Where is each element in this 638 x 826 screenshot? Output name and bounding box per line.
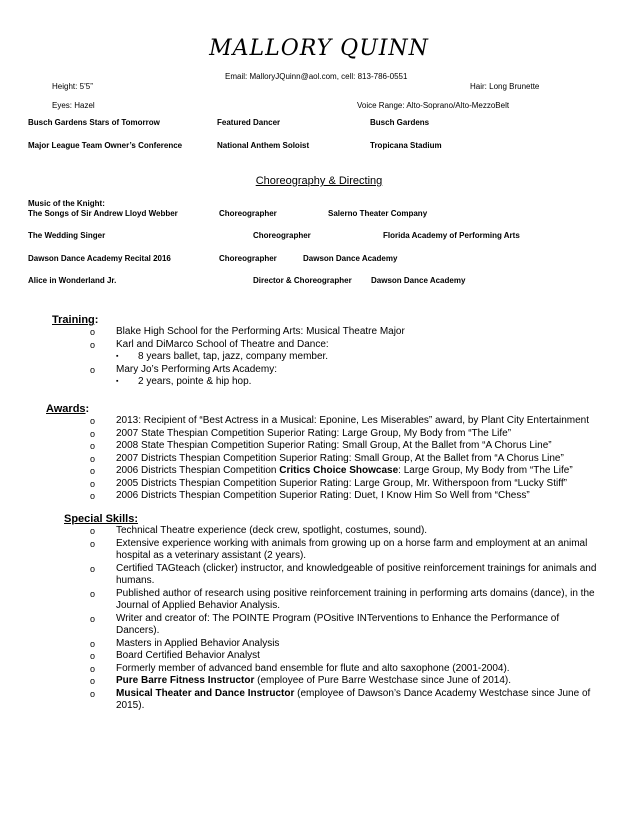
list-item: o Published author of research using positive reinforcement training in performing arts domains (dance), in the Journal of Applied Behavior Analysis. [90, 587, 595, 611]
hair: Hair: Long Brunette [470, 82, 540, 91]
list-item: o Technical Theatre experience (deck crew, spotlight, costumes, sound). [90, 525, 428, 536]
choreo-company: Salerno Theater Company [328, 209, 428, 218]
credit-role: Featured Dancer [217, 118, 281, 127]
list-item: o Mary Jo’s Performing Arts Academy: [90, 363, 277, 375]
choreo-role: Choreographer [253, 231, 311, 240]
credit-venue: Tropicana Stadium [370, 141, 442, 150]
list-item: o 2007 State Thespian Competition Superior Rating: Large Group, My Body from “The Life” [90, 427, 512, 439]
training-heading: Training: [52, 314, 99, 326]
credit-show: Major League Team Owner’s Conference [28, 141, 183, 150]
resume-name: MALLORY QUINN [209, 36, 429, 61]
choreo-company: Dawson Dance Academy [371, 276, 466, 285]
choreo-show: Music of the Knight: [28, 199, 105, 208]
choreo-company: Dawson Dance Academy [303, 254, 398, 263]
list-item: o Musical Theater and Dance Instructor (employee of Dawson’s Dance Academy Westchase since June of 2015). [90, 687, 591, 711]
skills-heading: Special Skills: [64, 513, 138, 525]
awards-heading: Awards: [46, 403, 90, 415]
choreo-show: Dawson Dance Academy Recital 2016 [28, 254, 171, 263]
choreo-company: Florida Academy of Performing Arts [383, 231, 520, 240]
choreo-show: Alice in Wonderland Jr. [28, 276, 117, 285]
list-item: o Karl and DiMarco School of Theatre and Dance: [90, 338, 329, 350]
awards-list [90, 415, 610, 503]
height: Height: 5’5” [52, 82, 93, 91]
choreo-role: Choreographer [219, 209, 277, 218]
credit-role: National Anthem Soloist [217, 141, 310, 150]
list-item: o 2008 State Thespian Competition Superior Rating: Small Group, At the Ballet from “A Chorus Line” [90, 440, 552, 451]
list-item: o Masters in Applied Behavior Analysis [90, 637, 280, 649]
list-item: ▪ 8 years ballet, tap, jazz, company member. [116, 351, 329, 362]
list-item: o Blake High School for the Performing Arts: Musical Theatre Major [90, 326, 405, 337]
list-item: o Formerly member of advanced band ensemble for flute and alto saxophone (2001-2004). [90, 662, 510, 674]
list-item: o Board Certified Behavior Analyst [90, 650, 260, 661]
list-item: o Pure Barre Fitness Instructor (employee of Pure Barre Westchase since June of 2014). [90, 675, 511, 686]
choreo-role: Choreographer [219, 254, 277, 263]
voice-range: Voice Range: Alto-Soprano/Alto-MezzoBelt [357, 101, 510, 110]
eyes: Eyes: Hazel [52, 101, 95, 110]
list-item: o 2006 Districts Thespian Competition Critics Choice Showcase: Large Group, My Body from “The Life” [90, 465, 573, 476]
list-item: o Extensive experience working with animals from growing up on a horse farm and employment at an animal hospital as a veterinary assistant (2 years). [90, 537, 588, 561]
credit-show: Busch Gardens Stars of Tomorrow [28, 118, 160, 127]
list-item: ▪ 2 years, pointe & hip hop. [116, 376, 252, 387]
list-item: o 2013: Recipient of “Best Actress in a Musical: Eponine, Les Miserables” award, by Plant City Entertainment [90, 415, 590, 426]
credit-venue: Busch Gardens [370, 118, 430, 127]
list-item: o 2006 Districts Thespian Competition Superior Rating: Duet, I Know Him So Well from “Chess” [90, 490, 530, 501]
skills-list [90, 525, 605, 713]
choreography-heading: Choreography & Directing [255, 175, 383, 187]
training-list [90, 326, 610, 389]
contact-line: Email: MalloryJQuinn@aol.com, cell: 813-786-0551 [225, 72, 408, 81]
choreo-show: The Songs of Sir Andrew Lloyd Webber [28, 209, 178, 218]
list-item: o 2005 Districts Thespian Competition Superior Rating: Large Group, Mr. Witherspoon from “Lucky Stiff” [90, 477, 567, 489]
list-item: o Writer and creator of: The POINTE Program (POsitive INTerventions to Enhance the Performance of Dancers). [90, 612, 560, 636]
list-item: o Certified TAGteach (clicker) instructor, and knowledgeable of positive reinforcement trainings for animals and humans. [90, 562, 597, 586]
choreo-role: Director & Choreographer [253, 276, 352, 285]
list-item: o 2007 Districts Thespian Competition Superior Rating: Small Group, At the Ballet from “A Chorus Line” [90, 452, 564, 464]
choreo-show: The Wedding Singer [28, 231, 106, 240]
